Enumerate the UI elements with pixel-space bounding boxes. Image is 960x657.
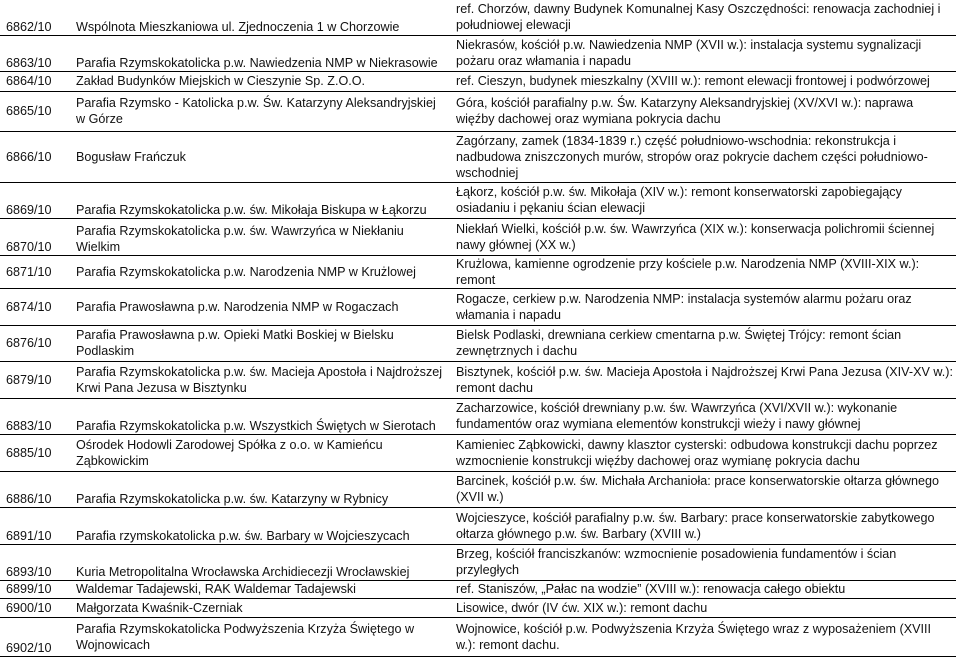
description: Brzeg, kościół franciszkanów: wzmocnienie posadowienia fundamentów i ścian przyległych <box>456 547 897 577</box>
application-number: 6862/10 <box>6 19 52 34</box>
application-number: 6886/10 <box>6 491 52 506</box>
beneficiary: Parafia Rzymskokatolicka p.w. św. Katarzyny w Rybnicy <box>76 491 389 506</box>
beneficiary: Parafia Prawosławna p.w. Opieki Matki Boskiej w Bielsku Podlaskim <box>76 328 394 358</box>
description: Góra, kościół parafialny p.w. Św. Katarzyny Aleksandryjskiej (XV/XVI w.): naprawa więźby dachowej oraz wymiana pokrycia dachu <box>456 96 914 126</box>
beneficiary: Zakład Budynków Miejskich w Cieszynie Sp. Z.O.O. <box>76 74 366 88</box>
table-row <box>0 71 956 91</box>
table-row <box>0 91 956 131</box>
table-row <box>0 0 956 35</box>
description: Zacharzowice, kościół drewniany p.w. św. Wawrzyńca (XVI/XVII w.): wykonanie fundamentów oraz wymiana elementów konstrukcji wieży i nawy głównej <box>456 401 898 431</box>
application-number: 6893/10 <box>6 564 52 579</box>
beneficiary: Parafia Rzymskokatolicka p.w. św. Macieja Apostoła i Najdroższej Krwi Pana Jezusa w Bisztynku <box>76 364 443 395</box>
description: Łąkorz, kościół p.w. św. Mikołaja (XIV w.): remont konserwatorski zapobiegający osiadaniu i pękaniu ścian elewacji <box>456 185 902 215</box>
table-row <box>0 35 956 71</box>
application-number: 6902/10 <box>6 640 52 655</box>
beneficiary: Parafia Rzymsko - Katolicka p.w. Św. Katarzyny Aleksandryjskiej w Górze <box>76 96 436 126</box>
description: ref. Chorzów, dawny Budynek Komunalnej Kasy Oszczędności: renowacja zachodniej i południowej elewacji <box>456 2 941 33</box>
table-row <box>0 325 956 361</box>
beneficiary: Parafia Rzymskokatolicka p.w. Wszystkich Świętych w Sierotach <box>76 418 436 433</box>
table-row <box>0 580 956 598</box>
table-row <box>0 218 956 255</box>
application-number: 6900/10 <box>6 600 52 615</box>
description: Krużlowa, kamienne ogrodzenie przy kościele p.w. Narodzenia NMP (XVIII-XIX w.): remont <box>456 256 920 287</box>
application-number: 6870/10 <box>6 239 52 254</box>
table-row <box>0 544 956 580</box>
beneficiary: Bogusław Frańczuk <box>76 149 186 164</box>
description: Bisztynek, kościół p.w. św. Macieja Apostoła i Najdroższej Krwi Pana Jezusa (XIV-XV w.): remont dachu <box>456 364 953 395</box>
table-row <box>0 617 956 656</box>
table-row <box>0 131 956 182</box>
description: Barcinek, kościół p.w. św. Michała Archanioła: prace konserwatorskie ołtarza głównego (XVII w.) <box>456 474 939 504</box>
table-row <box>0 507 956 544</box>
application-number: 6899/10 <box>6 582 52 596</box>
description: Niekłań Wielki, kościół p.w. św. Wawrzyńca (XIX w.): konserwacja polichromii ściennej nawy głównej (XX w.) <box>456 221 935 252</box>
table-row <box>0 434 956 471</box>
beneficiary: Parafia Rzymskokatolicka p.w. Narodzenia NMP w Krużlowej <box>76 264 416 279</box>
table-row <box>0 361 956 398</box>
application-number: 6863/10 <box>6 55 52 70</box>
description: Zagórzany, zamek (1834-1839 r.) część południowo-wschodnia: rekonstrukcja i nadbudowa zniszczonych murów, stropów oraz pokrycie dachem części południowo-wschodniej <box>456 133 928 180</box>
application-number: 6883/10 <box>6 418 52 433</box>
beneficiary: Ośrodek Hodowli Zarodowej Spółka z o.o. w Kamieńcu Ząbkowickim <box>76 437 383 468</box>
beneficiary: Waldemar Tadajewski, RAK Waldemar Tadajewski <box>76 582 356 596</box>
application-number: 6866/10 <box>6 149 52 164</box>
application-number: 6869/10 <box>6 202 52 217</box>
description: ref. Cieszyn, budynek mieszkalny (XVIII w.): remont elewacji frontowej i podwórzowej <box>456 74 930 88</box>
table-row <box>0 598 956 617</box>
description: Wojnowice, kościół p.w. Podwyższenia Krzyża Świętego wraz z wyposażeniem (XVIII w.): remont dachu. <box>456 621 932 652</box>
beneficiary: Parafia Prawosławna p.w. Narodzenia NMP w Rogaczach <box>76 299 399 314</box>
beneficiary: Parafia Rzymskokatolicka p.w. Nawiedzenia NMP w Niekrasowie <box>76 55 438 70</box>
table-row <box>0 398 956 434</box>
description: ref. Staniszów, „Pałac na wodzie” (XVIII w.): renowacja całego obiektu <box>456 582 846 596</box>
application-number: 6885/10 <box>6 445 52 460</box>
beneficiary: Parafia Rzymskokatolicka p.w. św. Mikołaja Biskupa w Łąkorzu <box>76 202 427 217</box>
beneficiary: Kuria Metropolitalna Wrocławska Archidiecezji Wrocławskiej <box>76 564 410 579</box>
description: Rogacze, cerkiew p.w. Narodzenia NMP: instalacja systemów alarmu pożaru oraz włamania i napadu <box>456 291 912 322</box>
application-number: 6876/10 <box>6 336 52 350</box>
application-number: 6891/10 <box>6 528 52 543</box>
table-row <box>0 182 956 218</box>
beneficiary: Wspólnota Mieszkaniowa ul. Zjednoczenia 1 w Chorzowie <box>76 19 400 34</box>
description: Lisowice, dwór (IV ćw. XIX w.): remont dachu <box>456 600 708 615</box>
beneficiary: Małgorzata Kwaśnik-Czerniak <box>76 600 243 615</box>
application-number: 6879/10 <box>6 372 52 387</box>
description: Wojcieszyce, kościół parafialny p.w. św. Barbary: prace konserwatorskie zabytkowego ołtarza głównego p.w. św. Barbary (XVIII w.) <box>456 510 935 541</box>
table-row <box>0 471 956 507</box>
beneficiary: Parafia Rzymskokatolicka Podwyższenia Krzyża Świętego w Wojnowicach <box>76 621 415 652</box>
application-number: 6874/10 <box>6 299 52 314</box>
description: Bielsk Podlaski, drewniana cerkiew cmentarna p.w. Świętej Trójcy: remont ścian zewnętrznych i dachu <box>456 328 902 358</box>
table-row <box>0 255 956 288</box>
beneficiary: Parafia Rzymskokatolicka p.w. św. Wawrzyńca w Niekłaniu Wielkim <box>76 223 404 254</box>
beneficiary: Parafia rzymskokatolicka p.w. św. Barbary w Wojcieszycach <box>76 528 410 543</box>
table-row <box>0 288 956 325</box>
description: Niekrasów, kościół p.w. Nawiedzenia NMP (XVII w.): instalacja systemu sygnalizacji pożaru oraz włamania i napadu <box>456 38 922 68</box>
application-number: 6865/10 <box>6 104 52 118</box>
application-number: 6871/10 <box>6 264 52 279</box>
description: Kamieniec Ząbkowicki, dawny klasztor cysterski: odbudowa konstrukcji dachu poprzez wzmocnienie konstrukcji więźby dachowej oraz wymianę pokrycia dachu <box>456 437 938 468</box>
application-number: 6864/10 <box>6 74 52 88</box>
